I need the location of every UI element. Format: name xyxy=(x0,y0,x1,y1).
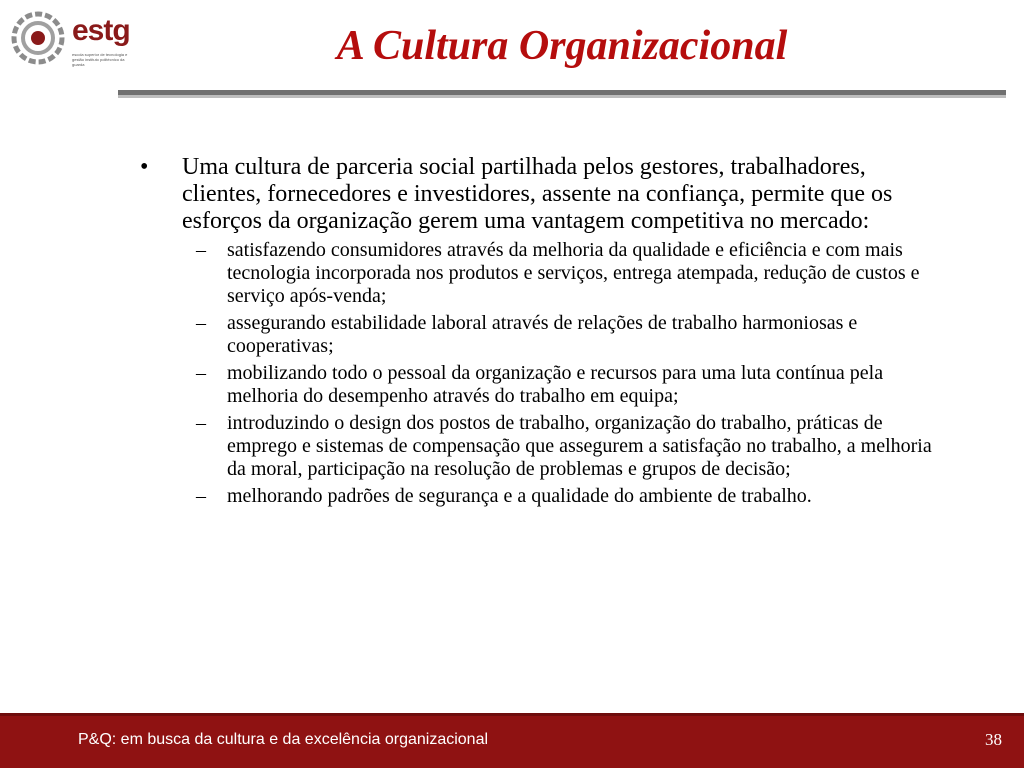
sub-bullet-item xyxy=(140,239,940,308)
sub-bullet-item xyxy=(140,412,940,481)
main-bullet xyxy=(140,154,940,235)
dash-marker: – xyxy=(196,412,206,434)
slide-content xyxy=(140,154,940,512)
main-bullet-text: Uma cultura de parceria social partilhada pelos gestores, trabalhadores, clientes, fornecedores e investidores, assente na confiança, permite que os esforços da organização gerem uma vantagem competitiva no mercado: xyxy=(182,154,893,234)
dash-marker: – xyxy=(196,362,206,384)
title-rule-shadow xyxy=(118,95,1006,98)
dash-marker: – xyxy=(196,485,206,507)
footer-caption: P&Q: em busca da cultura e da excelência organizacional xyxy=(78,731,489,748)
sub-bullet-text: introduzindo o design dos postos de trabalho, organização do trabalho, práticas de emprego e sistemas de compensação que assegurem a satisfação no trabalho, a melhoria da moral, participação na resolução de problemas e grupos de decisão; xyxy=(227,412,932,480)
logo-subtitle: escola superior de tecnologia e gestão instituto politécnico da guarda xyxy=(72,52,128,67)
bullet-marker: • xyxy=(140,154,149,180)
sub-bullet-list xyxy=(140,239,940,508)
sub-bullet-text: satisfazendo consumidores através da melhoria da qualidade e eficiência e com mais tecnologia incorporada nos produtos e serviços, entrega atempada, redução de custos e serviço após-venda; xyxy=(227,239,920,307)
page-number: 38 xyxy=(985,730,1002,749)
slide-title: A Cultura Organizacional xyxy=(336,23,788,69)
sub-bullet-item xyxy=(140,362,940,408)
sub-bullet-item xyxy=(140,312,940,358)
dash-marker: – xyxy=(196,239,206,261)
dash-marker: – xyxy=(196,312,206,334)
sub-bullet-text: melhorando padrões de segurança e a qualidade do ambiente de trabalho. xyxy=(227,485,812,507)
sub-bullet-item xyxy=(140,485,940,508)
logo-wordmark: estg xyxy=(72,14,130,47)
sub-bullet-text: assegurando estabilidade laboral através de relações de trabalho harmoniosas e cooperativas; xyxy=(227,312,858,357)
footer-top-line xyxy=(0,713,1024,716)
sub-bullet-text: mobilizando todo o pessoal da organização e recursos para uma luta contínua pela melhoria do desempenho através do trabalho em equipa; xyxy=(227,362,884,407)
